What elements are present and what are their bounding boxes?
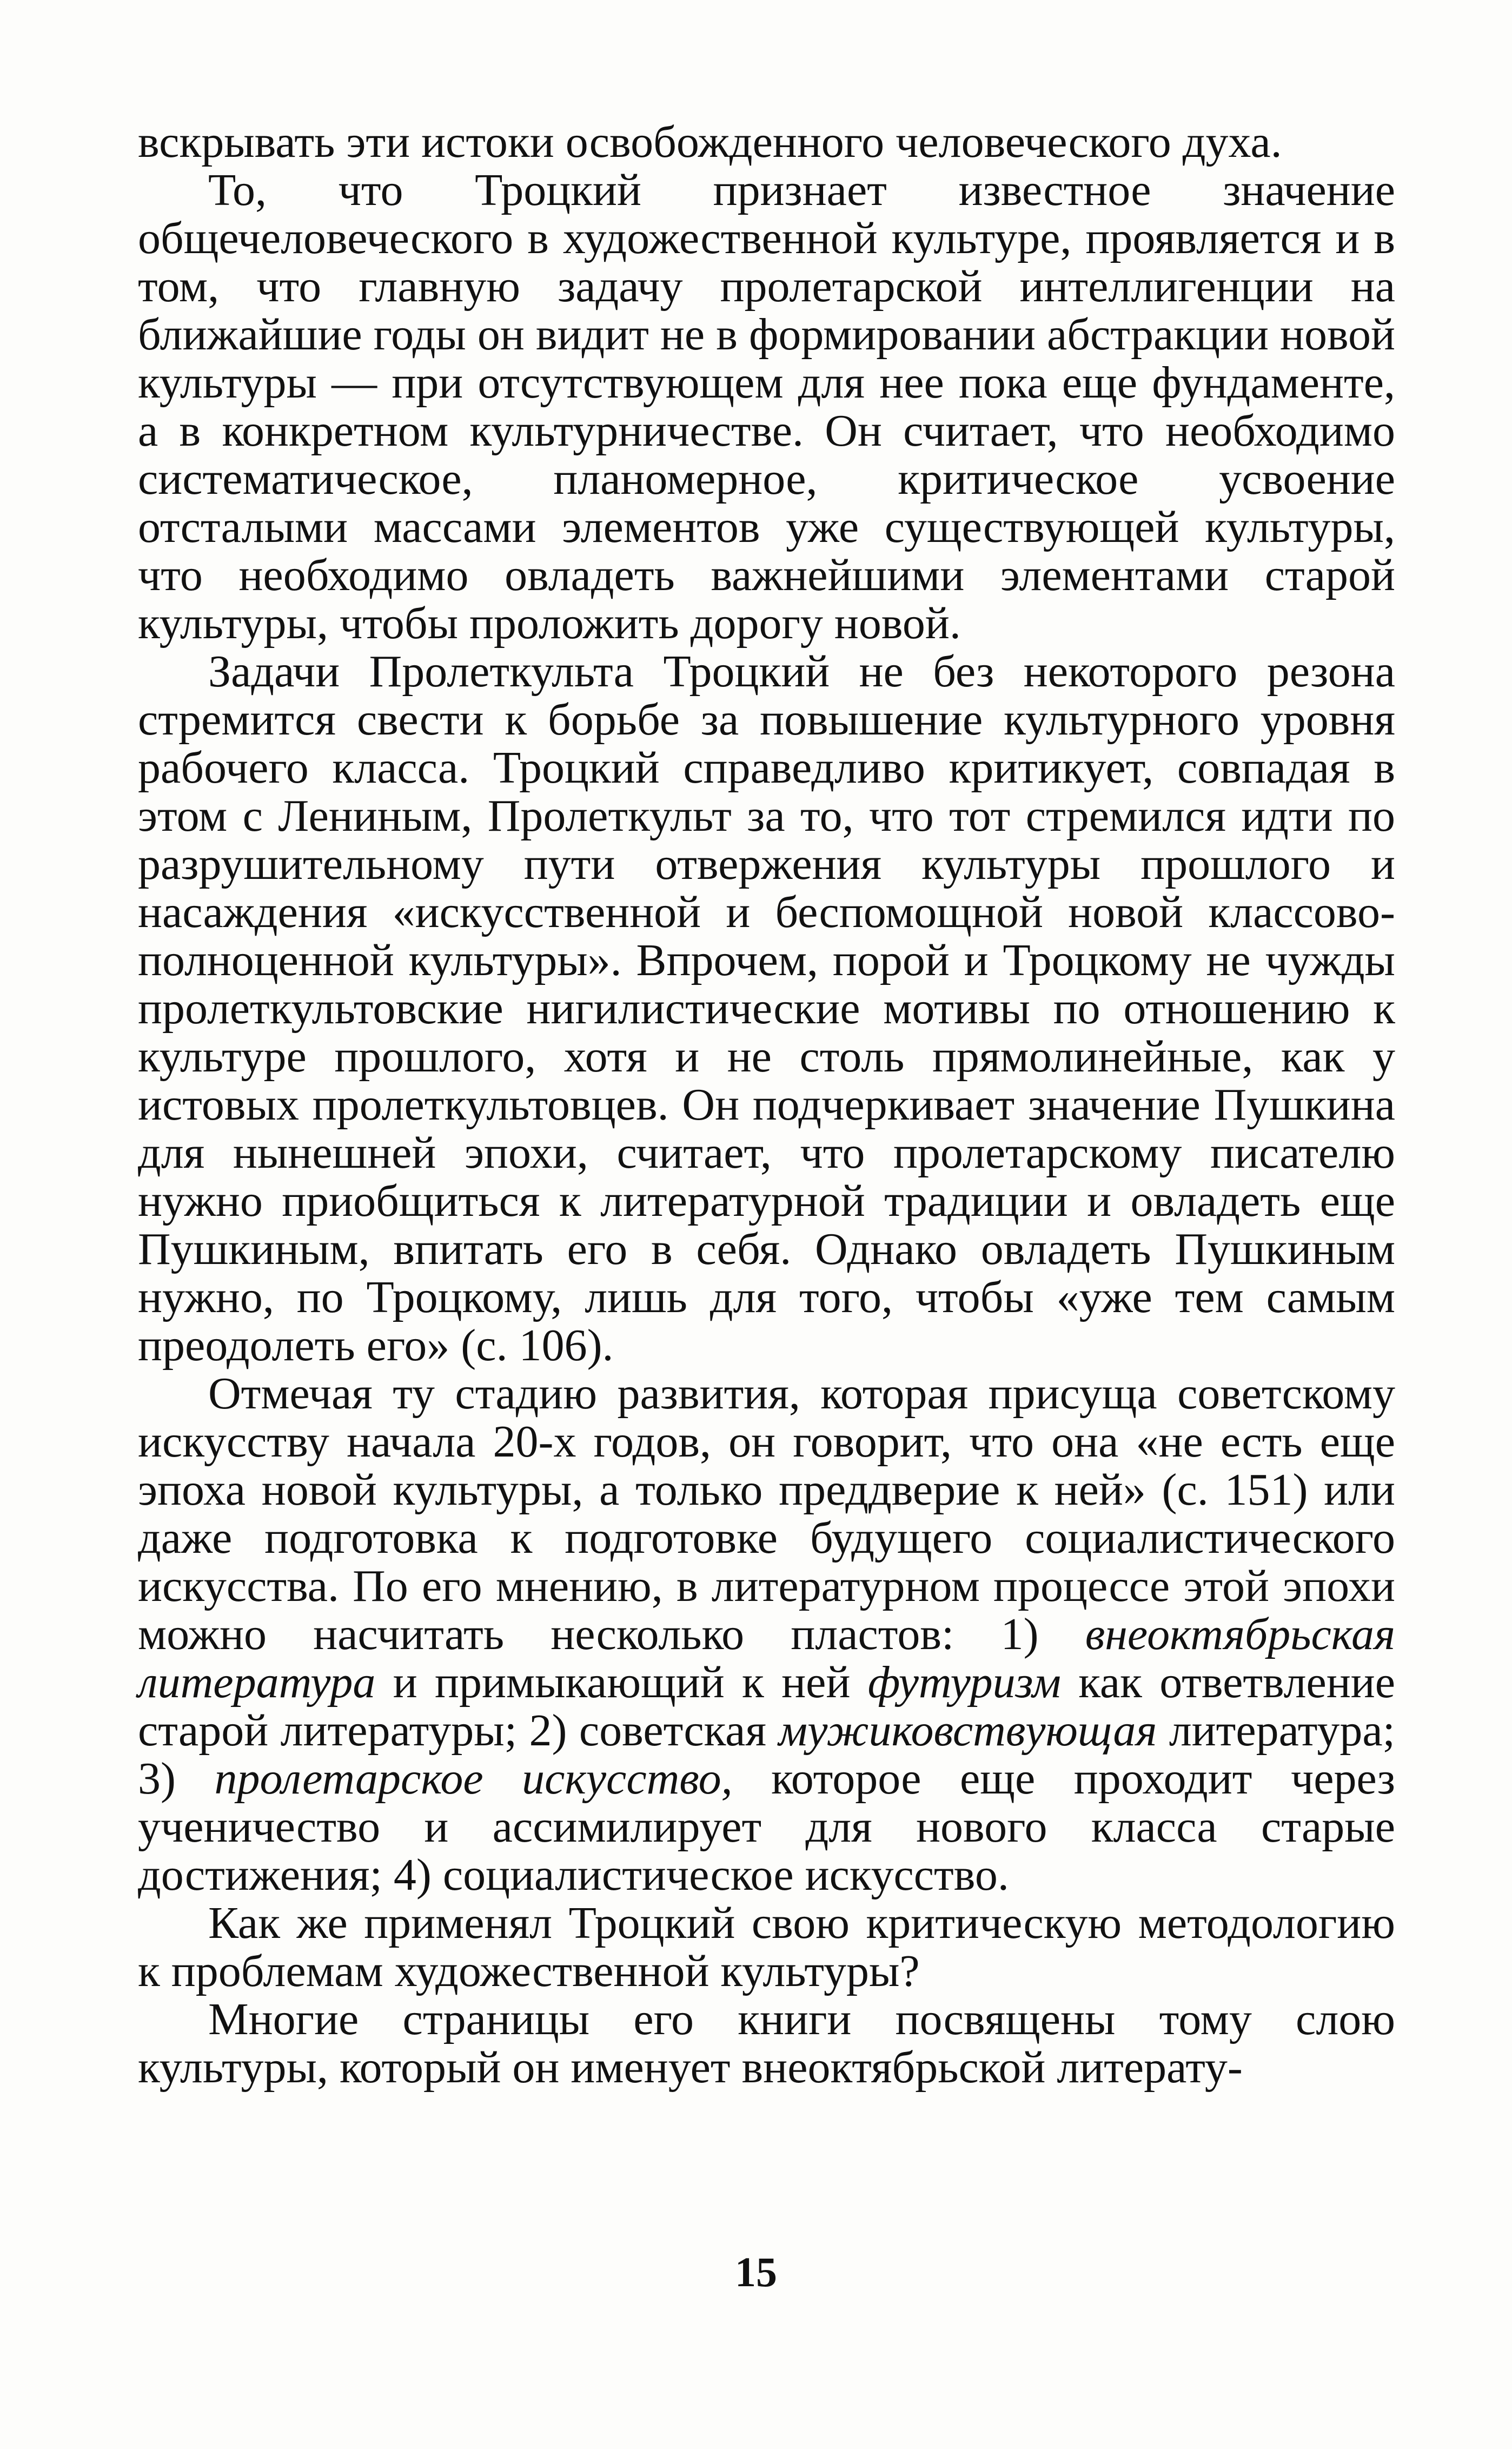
- paragraph: [138, 1899, 1395, 1995]
- text-run: Многие страницы его книги посвящены тому слою культуры, который он именует внеоктябрьской литерату-: [138, 1994, 1395, 2093]
- body-text: [138, 118, 1395, 2091]
- text-run: как ответвление старой литературы; 2) советская: [138, 1657, 1396, 1756]
- paragraph: [138, 166, 1395, 647]
- text-run: Задачи Пролеткульта Троцкий не без некоторого резона стремится свести к борьбе за повышение культурного уровня рабочего класса. Троцкий справедливо критикует, совпадая в этом с Лениным, Пролеткульт за то, что тот стремился идти по разрушительному пути отвержения культуры прошлого и насаждения «искусственной и беспомощной новой классово-полноценной культуры». Впрочем, порой и Троцкому не чужды пролеткультовские нигилистические мотивы по отношению к культуре прошлого, хотя и не столь прямолинейные, как у истовых пролеткультовцев. Он подчеркивает значение Пушкина для нынешней эпохи, считает, что пролетарскому писателю нужно приобщиться к литературной традиции и овладеть еще Пушкиным, впитать его в себя. Однако овладеть Пушкиным нужно, по Троцкому, лишь для того, чтобы «уже тем самым преодолеть его» (с. 106).: [138, 646, 1395, 1371]
- italic-term: внеоктябрьская литература: [138, 1609, 1395, 1707]
- text-run: и примыкающий к ней: [375, 1657, 868, 1707]
- page-number: 15: [735, 2248, 777, 2295]
- text-run: которое еще проходит через ученичество и ассимилирует для нового класса старые достижения; 4) социалистическое искусство.: [138, 1753, 1395, 1900]
- text-run: Отмечая ту стадию развития, которая присуща советскому искусству начала 20-х годов, он говорит, что она «не есть еще эпоха новой культуры, а только преддверие к ней» (с. 151) или даже подготовка к подготовке будущего социалистического искусства. По его мнению, в литературном процессе этой эпохи можно насчитать несколько пластов: 1): [138, 1368, 1395, 1659]
- paragraph: [138, 1995, 1395, 2091]
- italic-term: футуризм: [867, 1657, 1061, 1707]
- paragraph: [138, 1369, 1395, 1899]
- italic-term: пролетарское искусство,: [214, 1753, 733, 1804]
- paragraph: [138, 118, 1395, 166]
- paragraph: [138, 647, 1395, 1369]
- text-run: вскрывать эти истоки освобожденного человеческого духа.: [138, 117, 1282, 167]
- italic-term: мужиковствующая: [778, 1705, 1157, 1756]
- text-run: То, что Троцкий признает известное значение общечеловеческого в художественной культуре, проявляется и в том, что главную задачу пролетарской интеллигенции на ближайшие годы он видит не в формировании абстракции новой культуры — при отсутствующем для нее пока еще фундаменте, а в конкретном культурничестве. Он считает, что необходимо систематическое, планомерное, критическое усвоение отсталыми массами элементов уже существующей культуры, что необходимо овладеть важнейшими элементами старой культуры, чтобы проложить дорогу новой.: [138, 165, 1395, 648]
- text-run: литература; 3): [138, 1705, 1395, 1804]
- text-run: Как же применял Троцкий свою критическую методологию к проблемам художественной культуры?: [138, 1898, 1395, 1996]
